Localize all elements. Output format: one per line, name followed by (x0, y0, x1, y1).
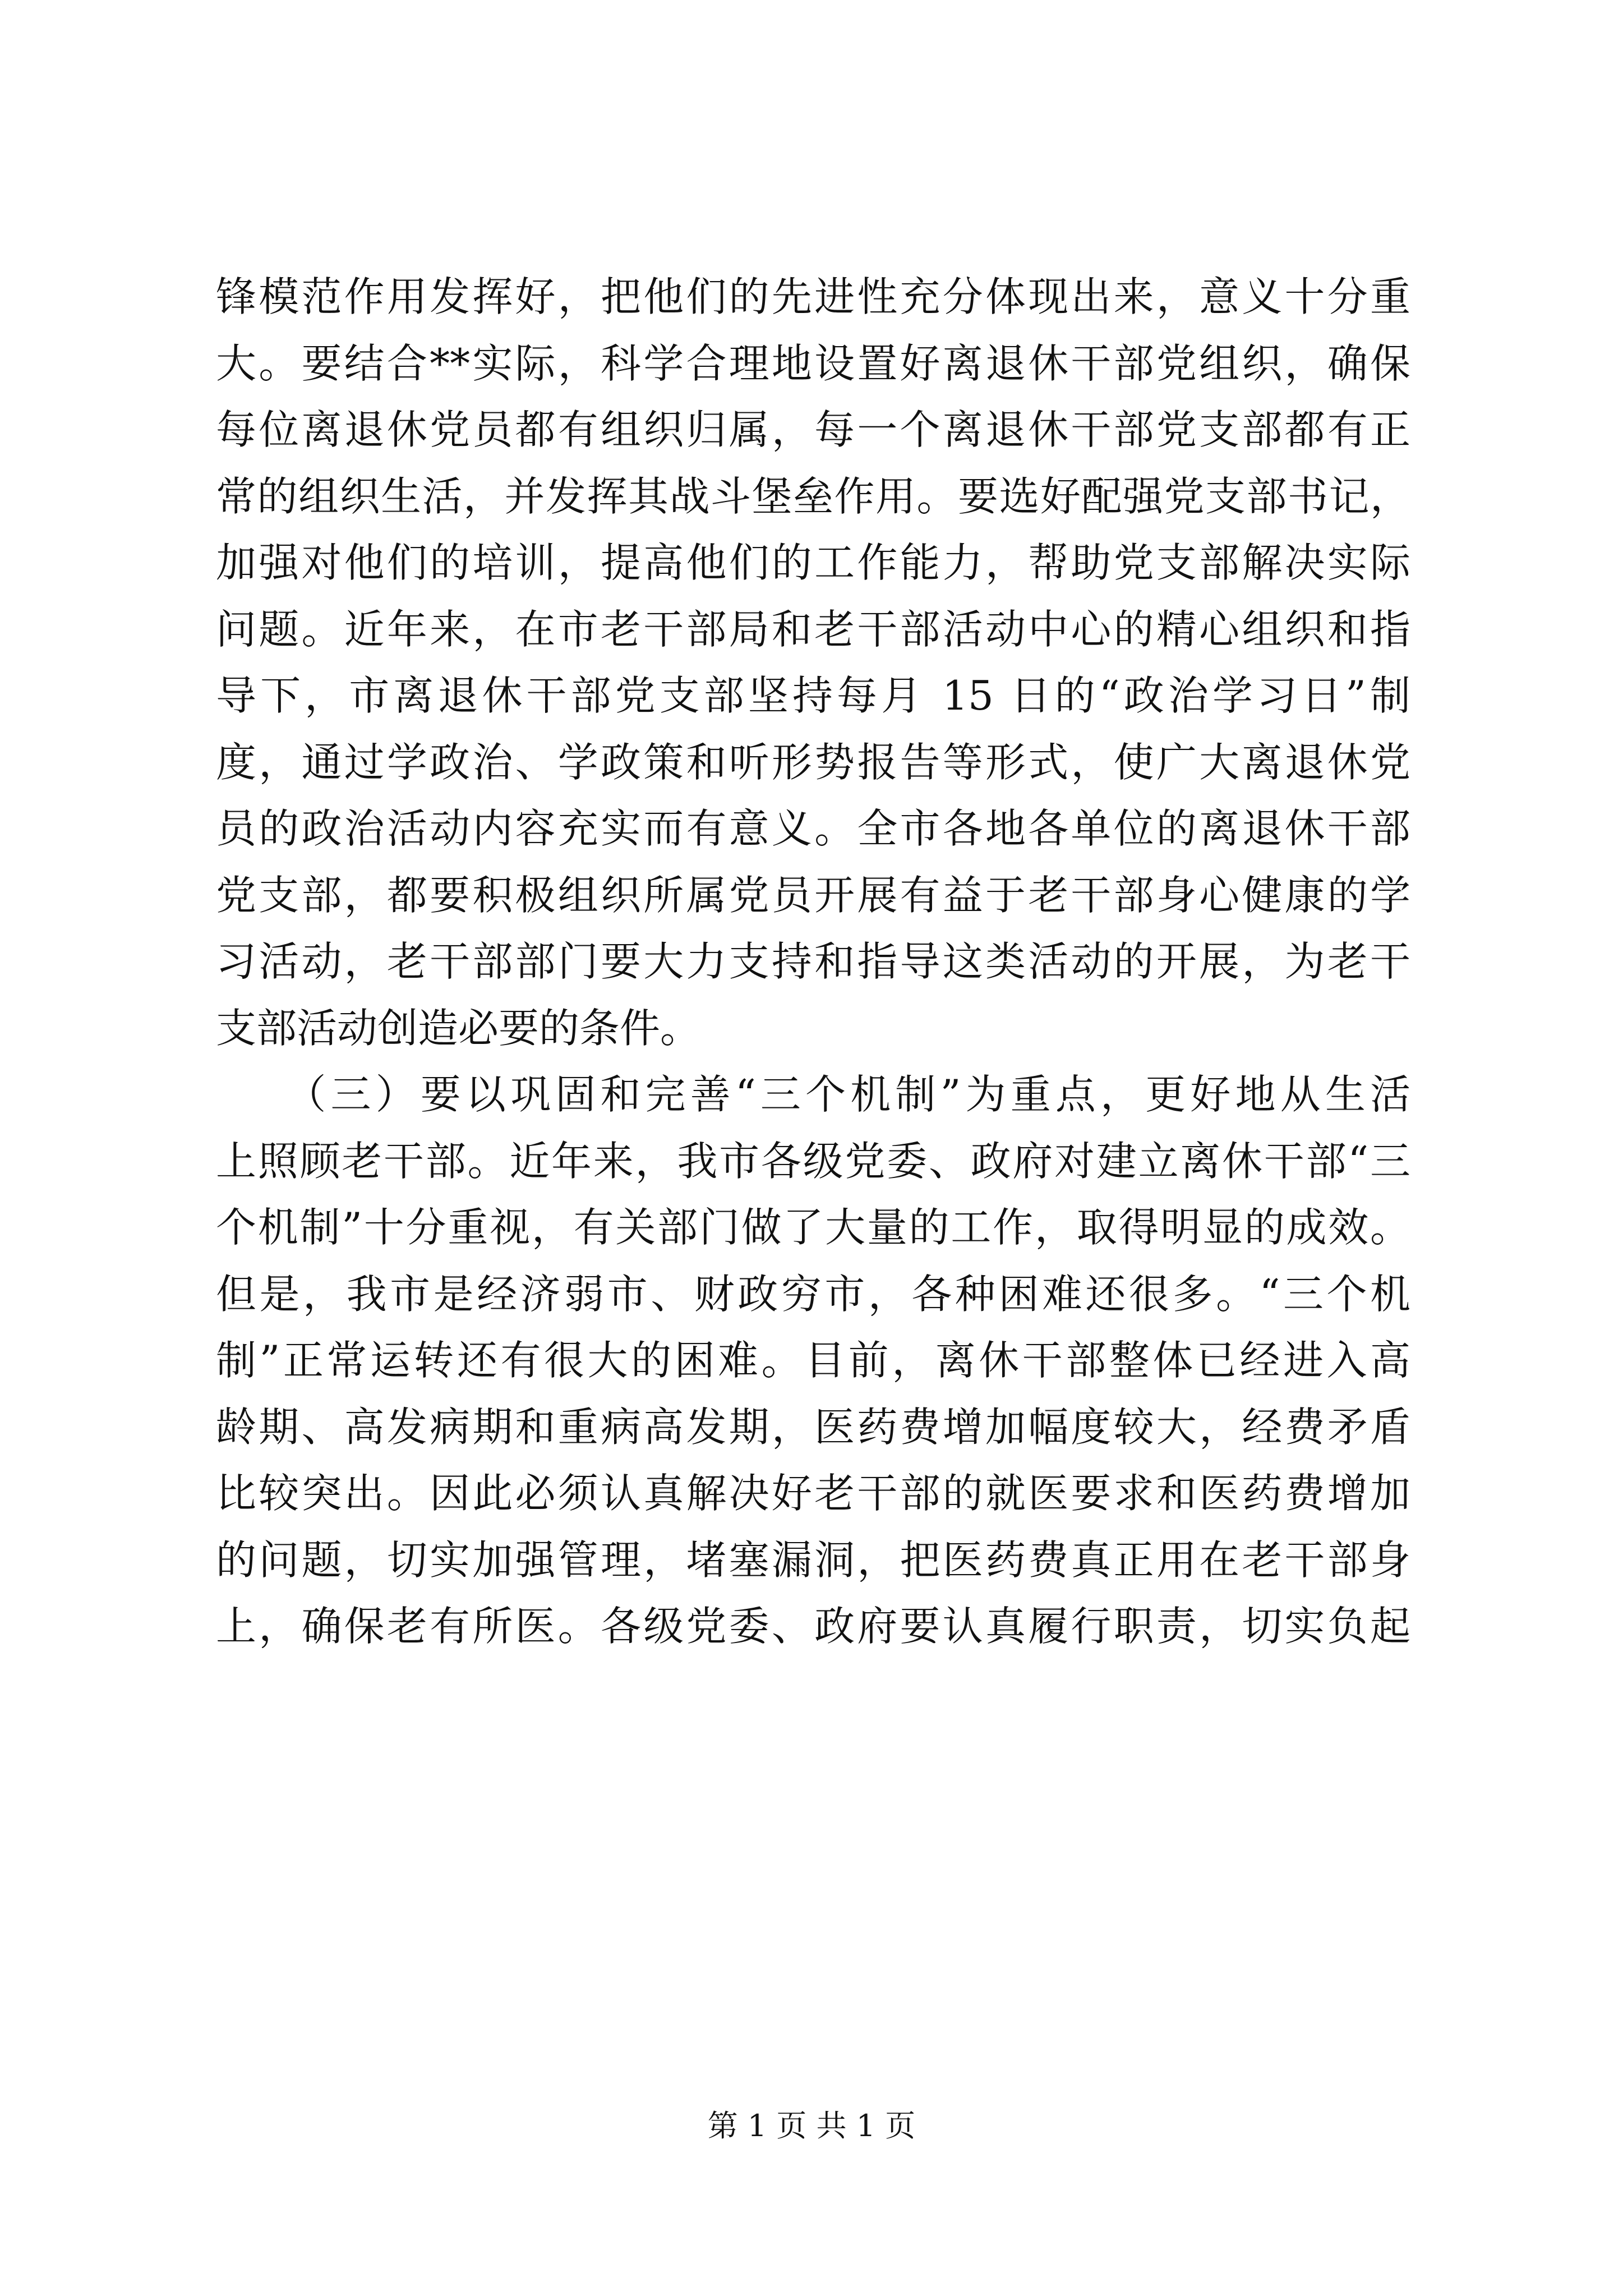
text-line: 支部活动创造必要的条件。 (216, 1004, 701, 1052)
text-line: 加强对他们的培训，提高他们的工作能力，帮助党支部解决实际 (216, 539, 1410, 586)
text-line: 但是，我市是经济弱市、财政穷市，各种困难还很多。“三个机 (216, 1270, 1410, 1318)
text-line: 上，确保老有所医。各级党委、政府要认真履行职责，切实负起 (216, 1603, 1410, 1650)
text-line: 党支部，都要积极组织所属党员开展有益于老干部身心健康的学 (216, 871, 1410, 919)
text-line: 导下，市离退休干部党支部坚持每月 15 日的“政治学习日”制 (216, 672, 1410, 719)
text-line: 的问题，切实加强管理，堵塞漏洞，把医药费真正用在老干部身 (216, 1536, 1410, 1584)
text-line: 度，通过学政治、学政策和听形势报告等形式，使广大离退休党 (216, 738, 1410, 786)
text-line: 常的组织生活，并发挥其战斗堡垒作用。要选好配强党支部书记， (216, 472, 1410, 520)
text-line: 比较突出。因此必须认真解决好老干部的就医要求和医药费增加 (216, 1470, 1410, 1517)
text-line: 制”正常运转还有很大的困难。目前，离休干部整体已经进入高 (216, 1337, 1410, 1384)
text-line: 龄期、高发病期和重病高发期，医药费增加幅度较大，经费矛盾 (216, 1403, 1410, 1451)
text-line: 锋模范作用发挥好，把他们的先进性充分体现出来，意义十分重 (216, 273, 1410, 320)
text-line: 每位离退休党员都有组织归属，每一个离退休干部党支部都有正 (216, 406, 1410, 453)
text-line: 问题。近年来，在市老干部局和老干部活动中心的精心组织和指 (216, 605, 1410, 653)
text-line: （三）要以巩固和完善“三个机制”为重点，更好地从生活 (216, 1071, 1410, 1118)
text-line: 习活动，老干部部门要大力支持和指导这类活动的开展，为老干 (216, 938, 1410, 985)
text-line: 大。要结合**实际，科学合理地设置好离退休干部党组织，确保 (216, 339, 1410, 387)
text-line: 上照顾老干部。近年来，我市各级党委、政府对建立离休干部“三 (216, 1137, 1410, 1185)
body-text (216, 264, 1410, 1660)
text-line: 个机制”十分重视，有关部门做了大量的工作，取得明显的成效。 (216, 1204, 1410, 1251)
text-line: 员的政治活动内容充实而有意义。全市各地各单位的离退休干部 (216, 805, 1410, 852)
page-number-footer: 第 1 页 共 1 页 (707, 2108, 916, 2143)
